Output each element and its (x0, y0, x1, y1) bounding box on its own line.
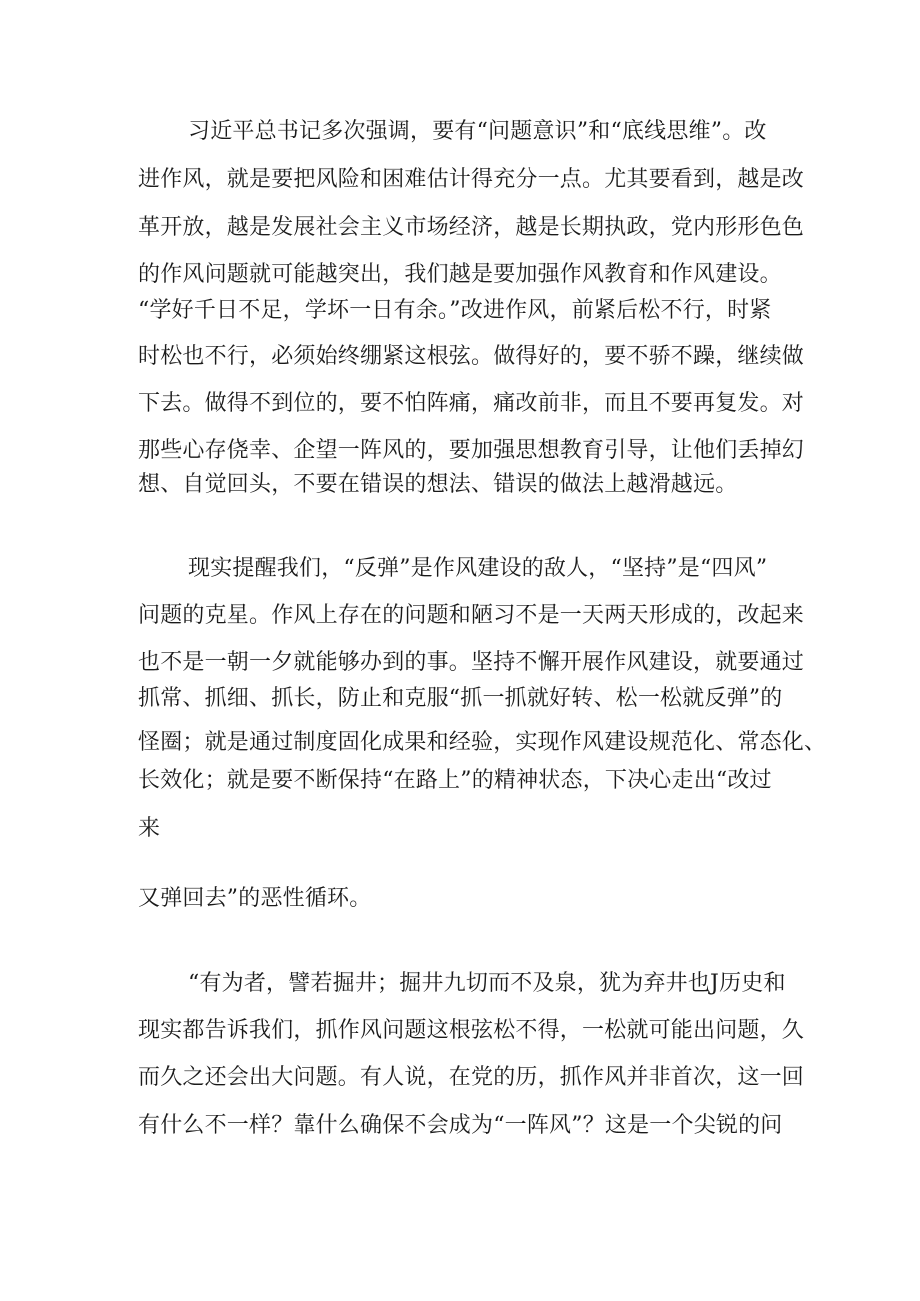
paragraph-4-line-2: 现实都告诉我们，抓作风问题这根弦松不得，一松就可能出问题，久 (138, 1018, 805, 1043)
paragraph-1-line-7: 下去。做得不到位的，要不怕阵痛，痛改前非，而且不要再复发。对 (138, 391, 805, 416)
paragraph-2-line-2: 问题的克星。作风上存在的问题和陋习不是一天两天形成的，改起来 (138, 603, 805, 628)
paragraph-1-line-6: 时松也不行，必须始终绷紧这根弦。做得好的，要不骄不躁，继续做 (138, 344, 805, 369)
paragraph-1-line-3: 革开放，越是发展社会主义市场经济，越是长期执政，党内形形色色 (138, 215, 805, 240)
paragraph-1-line-4: 的作风问题就可能越突出，我们越是要加强作风教育和作风建设。 (138, 262, 782, 287)
paragraph-3-line-1: 又弹回去”的恶性循环。 (138, 886, 372, 911)
paragraph-1-line-1: 习近平总书记多次强调，要有“问题意识”和“底线思维”。改 (188, 119, 767, 144)
paragraph-1-line-2: 进作风，就是要把风险和困难估计得充分一点。尤其要看到，越是改 (138, 167, 805, 192)
paragraph-2-line-5: 怪圈；就是通过制度固化成果和经验，实现作风建设规范化、常态化、 (138, 730, 827, 755)
paragraph-4-line-4: 有什么不一样？靠什么确保不会成为“一阵风”？这是一个尖锐的问 (138, 1113, 783, 1138)
paragraph-2-line-7: 来 (138, 816, 161, 841)
paragraph-4-line-1: “有为者，譬若掘井；掘井九切而不及泉，犹为弃井也J历史和 (188, 971, 786, 996)
paragraph-4-line-3: 而久之还会出大问题。有人说，在党的历，抓作风并非首次，这一回 (138, 1065, 805, 1090)
paragraph-2-line-3: 也不是一朝一夕就能够办到的事。坚持不懈开展作风建设，就要通过 (138, 650, 805, 675)
paragraph-2-line-6: 长效化；就是要不断保持“在路上”的精神状态，下决心走出“改过 (138, 768, 772, 793)
paragraph-1-line-9: 想、自觉回头，不要在错误的想法、错误的做法上越滑越远。 (138, 472, 738, 497)
paragraph-1-line-5: “学好千日不足，学坏一日有余。”改进作风，前紧后松不行，时紧 (138, 298, 772, 323)
paragraph-2-line-1: 现实提醒我们，“反弹”是作风建设的敌人，“坚持”是“四风” (188, 556, 768, 581)
paragraph-2-line-4: 抓常、抓细、抓长，防止和克服“抓一抓就好转、松一松就反弹”的 (138, 686, 783, 711)
paragraph-1-line-8: 那些心存侥幸、企望一阵风的，要加强思想教育引导，让他们丢掉幻 (138, 438, 805, 463)
